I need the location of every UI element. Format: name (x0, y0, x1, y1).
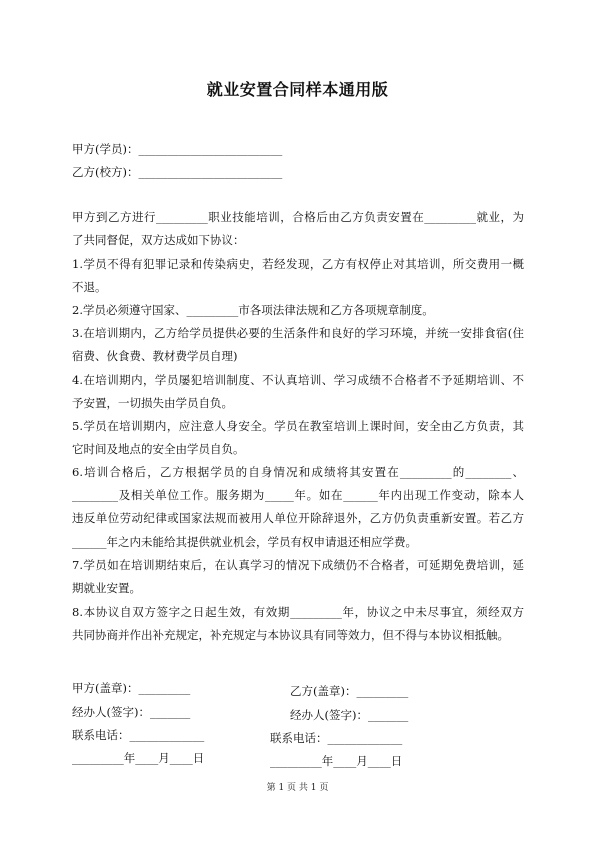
clause-4 (72, 375, 524, 421)
date-b-line: _________年____月____日 (270, 754, 403, 768)
phone-a-line: 联系电话：_____________ (72, 728, 205, 742)
phone-b-line: 联系电话：_____________ (270, 731, 403, 745)
clause-line: 宿费、伙食费、教材费学员自理) (72, 349, 238, 364)
clause-line: 它时间及地点的安全由学员自负。 (72, 442, 245, 457)
clause-7 (72, 560, 524, 606)
clause-line: 1.学员不得有犯罪记录和传染病史，若经发现，乙方有权停止对其培训，所交费用一概 (72, 257, 524, 271)
intro-paragraph (72, 212, 524, 258)
clause-1 (72, 259, 524, 305)
clause-line: 3.在培训期内，乙方给学员提供必要的生活条件和良好的学习环境，并统一安排食宿(住 (72, 326, 524, 340)
party-b-seal-line: 乙方(盖章)：_________ (290, 684, 409, 698)
clause-line: 违反单位劳动纪律或国家法规而被用人单位开除辞退外，乙方仍负责重新安置。若乙方 (72, 511, 524, 526)
clause-line: 4.在培训期内，学员屡犯培训制度、不认真培训、学习成绩不合格者不予延期培训、不 (72, 373, 524, 387)
clause-3 (72, 328, 524, 374)
clause-line: 2.学员必须遵守国家、_________市各项法律法规和乙方各项规章制度。 (72, 303, 434, 317)
clause-line: 5.学员在培训期内，应注意人身安全。学员在教室培训上课时间，安全由乙方负责，其 (72, 419, 524, 433)
intro-line: 甲方到乙方进行_________职业技能培训，合格后由乙方负责安置在_________就业，为 (72, 210, 524, 224)
clause-line: 共同协商并作出补充规定，补充规定与本协议具有同等效力，但不得与本协议相抵触。 (72, 628, 509, 643)
page-number-footer: 第 1 页 共 1 页 (266, 783, 329, 793)
agent-b-signature-line: 经办人(签字)：_______ (290, 708, 409, 722)
clause-line: 予安置，一切损失由学员自负。 (72, 396, 233, 411)
party-b-line: 乙方(校方)：_________________________ (72, 165, 283, 179)
date-a-line: _________年____月____日 (72, 751, 205, 765)
clause-line: 期就业安置。 (72, 581, 141, 596)
clause-line: 6.培训合格后，乙方根据学员的自身情况和成绩将其安置在_________的________、 (72, 465, 524, 479)
party-a-seal-line: 甲方(盖章)：_________ (72, 681, 191, 695)
clause-5 (72, 421, 524, 467)
intro-line: 了共同督促，双方达成如下协议： (72, 233, 245, 248)
clause-line: 不退。 (72, 280, 107, 295)
clause-8 (72, 607, 524, 653)
clause-line: 7.学员如在培训期结束后，在认真学习的情况下成绩仍不合格者，可延期免费培训，延 (72, 558, 524, 572)
party-a-line: 甲方(学员)：_________________________ (72, 142, 283, 156)
clause-2 (72, 305, 524, 328)
page-title: 就业安置合同样本通用版 (206, 80, 389, 99)
clause-line: ______年之内未能给其提供就业机会，学员有权申请退还相应学费。 (72, 534, 417, 549)
clause-line: 8.本协议自双方签字之日起生效，有效期_________年，协议之中未尽事宜，须经双方 (72, 605, 524, 619)
agent-a-signature-line: 经办人(签字)：_______ (72, 705, 191, 719)
clause-line: ________及相关单位工作。服务期为_____年。如在______年内出现工作变动，除本人 (72, 488, 524, 503)
clause-6 (72, 467, 524, 560)
